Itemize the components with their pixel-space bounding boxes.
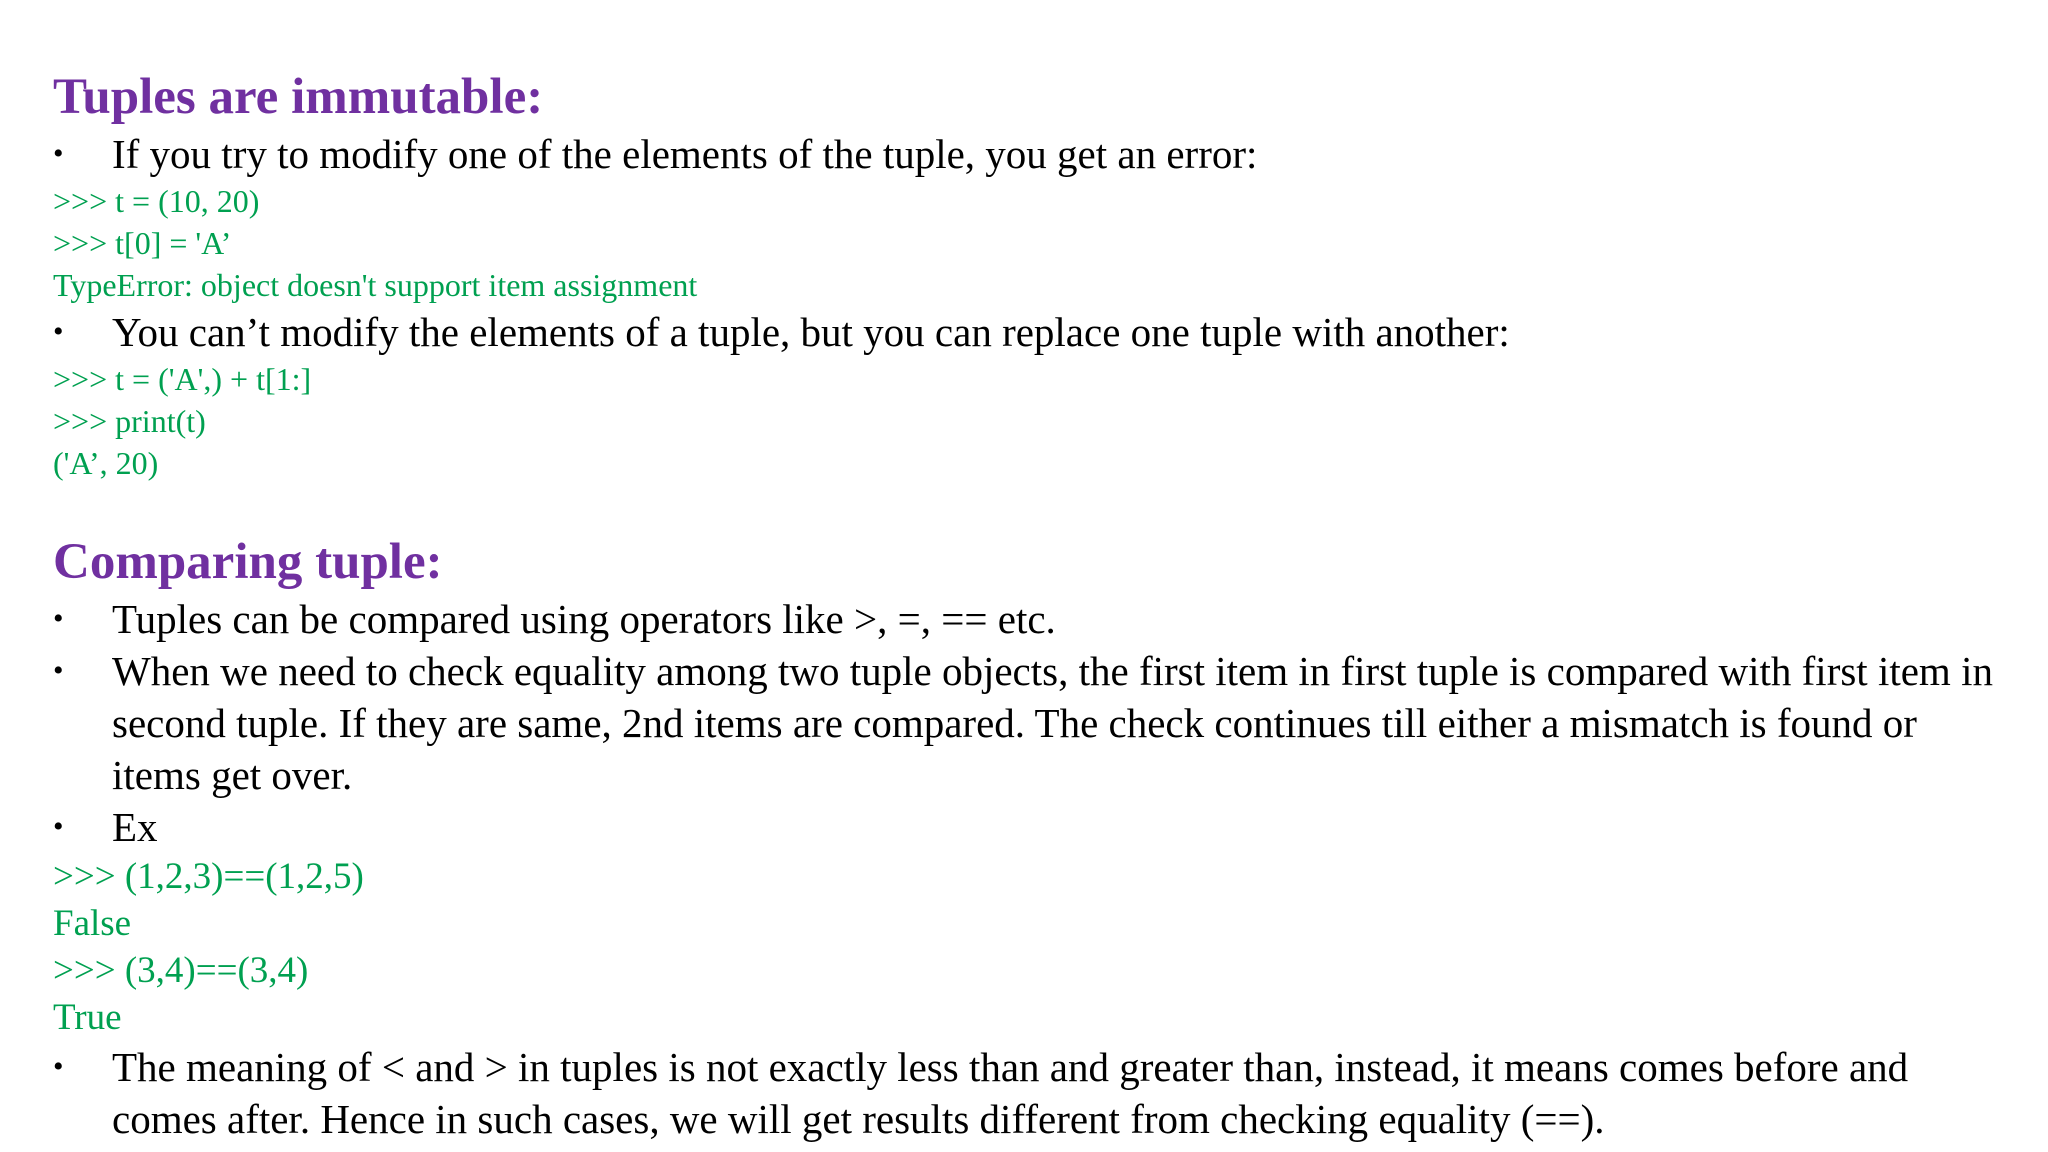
bullet-item (53, 306, 2013, 358)
bullet-item (53, 593, 2013, 645)
section-heading-immutable: Tuples are immutable: (53, 69, 544, 125)
code-line: TypeError: object doesn't support item assignment (53, 267, 698, 303)
code-line: >>> t[0] = 'A’ (53, 225, 232, 261)
bullet-text: Tuples can be compared using operators like >, =, == etc. (112, 596, 1056, 642)
code-line: >>> print(t) (53, 403, 206, 439)
bullet-item (53, 1041, 2013, 1145)
bullet-icon: • (53, 654, 64, 687)
code-line: >>> t = (10, 20) (53, 183, 260, 219)
bullet-icon: • (53, 315, 64, 348)
bullet-text: The meaning of < and > in tuples is not exactly less than and greater than, instead, it means comes before and comes after. Hence in such cases, we will get results different from checking equality (==). (112, 1044, 1909, 1142)
bullet-item (53, 801, 2013, 853)
bullet-icon: • (53, 1050, 64, 1083)
bullet-icon: • (53, 137, 64, 170)
bullet-icon: • (53, 602, 64, 635)
bullet-item (53, 128, 2013, 180)
bullet-text: You can’t modify the elements of a tuple, but you can replace one tuple with another: (112, 309, 1510, 355)
bullet-text: Ex (112, 804, 158, 850)
code-line: >>> (1,2,3)==(1,2,5) (53, 856, 364, 897)
slide-content (53, 66, 2013, 1145)
code-line: True (53, 997, 122, 1038)
section-heading-comparing: Comparing tuple: (53, 534, 443, 590)
bullet-text: If you try to modify one of the elements of the tuple, you get an error: (112, 131, 1258, 177)
code-line: ('A’, 20) (53, 445, 159, 481)
code-line: False (53, 903, 132, 944)
bullet-item (53, 645, 2013, 801)
bullet-text: When we need to check equality among two tuple objects, the first item in first tuple is compared with first item in second tuple. If they are same, 2nd items are compared. The check continues till either a mismatch is found or items get over. (112, 648, 1993, 798)
bullet-icon: • (53, 810, 64, 843)
code-line: >>> t = ('A',) + t[1:] (53, 361, 312, 397)
code-line: >>> (3,4)==(3,4) (53, 950, 309, 991)
